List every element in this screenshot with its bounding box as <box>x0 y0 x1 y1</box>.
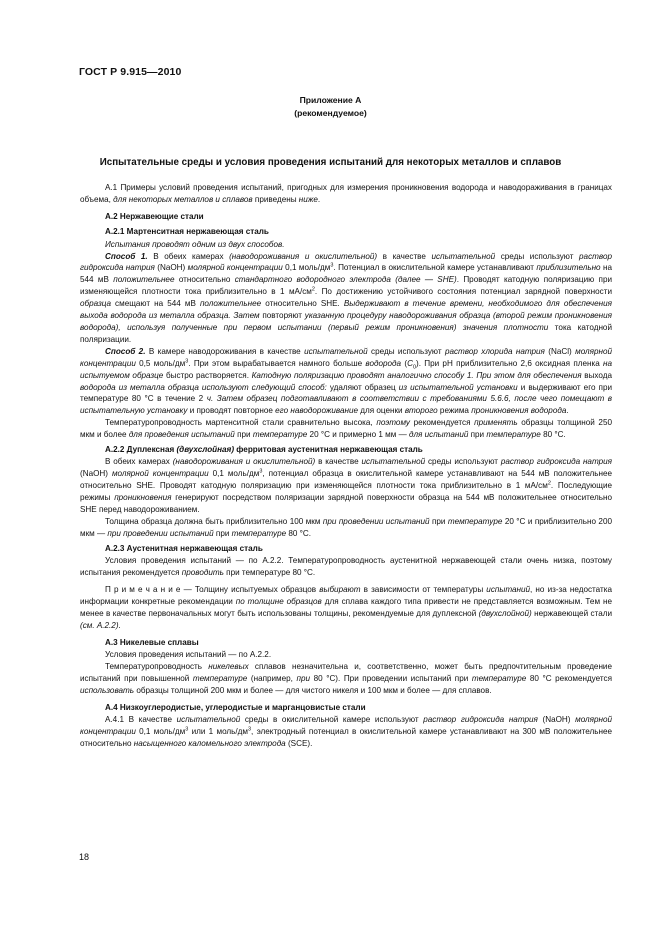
section-heading-a4: А.4 Низкоуглеродистые, углеродистые и марганцовистые стали <box>105 702 366 712</box>
paragraph-a41: А.4.1 В качестве испытательной среды в окислительной камере используют раствор гидроксида натрия (NaOH) молярной концентрации 0,1 моль/$дм^3$ или 1 моль/$дм^3$, электродный потенциал в окислительной камере устанавливают на 300 мВ положительнее относительно насыщенного каломельного электрода (SCE). <box>80 715 612 748</box>
appendix-title: Испытательные среды и условия проведения испытаний для некоторых металлов и сплавов <box>99 157 562 168</box>
appendix-status: (рекомендуемое) <box>294 108 367 118</box>
paragraph-thickness: Толщина образца должна быть приблизительно 100 мкм при проведении испытаний при температуре 20 °С и приблизительно 200 мкм — при проведении испытаний при температуре 80 °С. <box>80 516 612 538</box>
paragraph-a21-intro: Испытания проводят одним из двух способов. <box>105 239 285 249</box>
paragraph-method-1: Способ 1. В обеих камерах (наводороживания и окислительной) в качестве испытательной среды используют раствор гидроксида натрия (NaOH) молярной концентрации 0,1 моль/$дм^3$. Потенциал в окислительной камере устанавливают приблизительно на 544 мВ положительнее относительно стандартного водородного электрода (далее — SHE). Проводят катодную поляризацию при изменяющейся плотности тока приблизительно в 1 $мА/см^2$. По достижению устойчивого состояния потенциал зарядной поверхности образца смещают на 544 мВ положительнее относительно SHE. Выдерживают в течение времени, необходимого для обеспечения выхода водорода из металла образца. Затем повторяют указанную процедуру наводороживания образца (второй режим проникновения водорода), используя полученные при первом испытании (первый режим проникновения) значения плотности тока катодной поляризации. <box>80 251 613 344</box>
section-heading-a3: А.3 Никелевые сплавы <box>105 637 199 647</box>
paragraph-a23: Условия проведения испытаний — по А.2.2. Температуропроводность аустенитной нержавеющей стали очень низка, поэтому испытания рекомендуется проводить при температуре 80 °С. <box>80 556 612 578</box>
document-body <box>80 182 612 750</box>
paragraph-method-2: Способ 2. В камере наводороживания в качестве испытательной среды используют раствор хлорида натрия (NaCl) молярной концентрации 0,5 моль/$дм^3$. При этом вырабатывается намного больше водорода $(C_0)$. При pH приблизительно 2,6 оксидная пленка на испытуемом образце быстро растворяется. Катодную поляризацию проводят аналогично способу 1. При этом для обеспечения выхода водорода из металла образца используют следующий способ: удаляют образец из испытательной установки и выдерживают его при температуре 80 °С в течение 2 ч. Затем образец подготавливают в соответствии с требованиями 5.6.6, после чего помещают в испытательную установку и проводят повторное его наводороживание для оценки второго режима проникновения водорода. <box>80 346 613 416</box>
subsection-heading-a21: А.2.1 Мартенситная нержавеющая сталь <box>105 227 269 237</box>
subsection-heading-a23: А.2.3 Аустенитная нержавеющая сталь <box>105 543 263 553</box>
appendix-label: Приложение А <box>299 95 362 105</box>
paragraph-a3-conditions: Условия проведения испытаний — по А.2.2. <box>105 650 272 660</box>
page-number: 18 <box>79 852 90 862</box>
section-heading-a2: А.2 Нержавеющие стали <box>105 211 204 221</box>
paragraph-a1: А.1 Примеры условий проведения испытаний, пригодных для измерения проникновения водорода и наводораживания в границах объема, для некоторых металлов и сплавов приведены ниже. <box>80 183 612 204</box>
paragraph-a3-nickel: Температуропроводность никелевых сплавов незначительна и, соответственно, может быть предпочтительным проведение испытаний при повышенной температуре (например, при 80 °С). При проведении испытаний при температуре 80 °С рекомендуется использовать образцы толщиной 200 мкм и более — для чистого никеля и 100 мкм и более — для сплавов. <box>80 661 612 695</box>
document-code: ГОСТ Р 9.915—2010 <box>79 66 182 78</box>
paragraph-thermal-conductivity: Температуропроводность мартенситной стали сравнительно высока, поэтому рекомендуется применять образцы толщиной 250 мкм и более для проведения испытаний при температуре 20 °С и примерно 1 мм — для испытаний при температуре 80 °С. <box>80 418 612 440</box>
paragraph-a22: В обеих камерах (наводороживания и окислительной) в качестве испытательной среды используют раствор гидроксида натрия (NaOH) молярной концентрации 0,1 моль/$дм^3$, потенциал образца в окислительной камере устанавливают на 544 мВ положительнее относительно SHE. Проводят катодную поляризацию при изменяющейся плотности тока приблизительно в 1 $мА/см^2$. Последующие режимы проникновения генерируют посредством поляризации зарядной поверхности образца на 544 мВ положительнее относительно SHE перед наводороживанием. <box>80 457 613 515</box>
paragraph-note: П р и м е ч а н и е — Толщину испытуемых образцов выбирают в зависимости от температуры испытаний, но из-за недостатка информации конкретные рекомендации по толщине образцов для сплава каждого типа привести не представляется возможным. Тем не менее в качестве первоначальных могут быть использованы толщины, рекомендуемые для дуплексной (двухслойной) нержавеющей стали (см. А.2.2). <box>80 585 612 630</box>
subsection-heading-a22: А.2.2 Дуплексная (двухслойная) ферритовая аустенитная нержавеющая сталь <box>105 445 423 455</box>
